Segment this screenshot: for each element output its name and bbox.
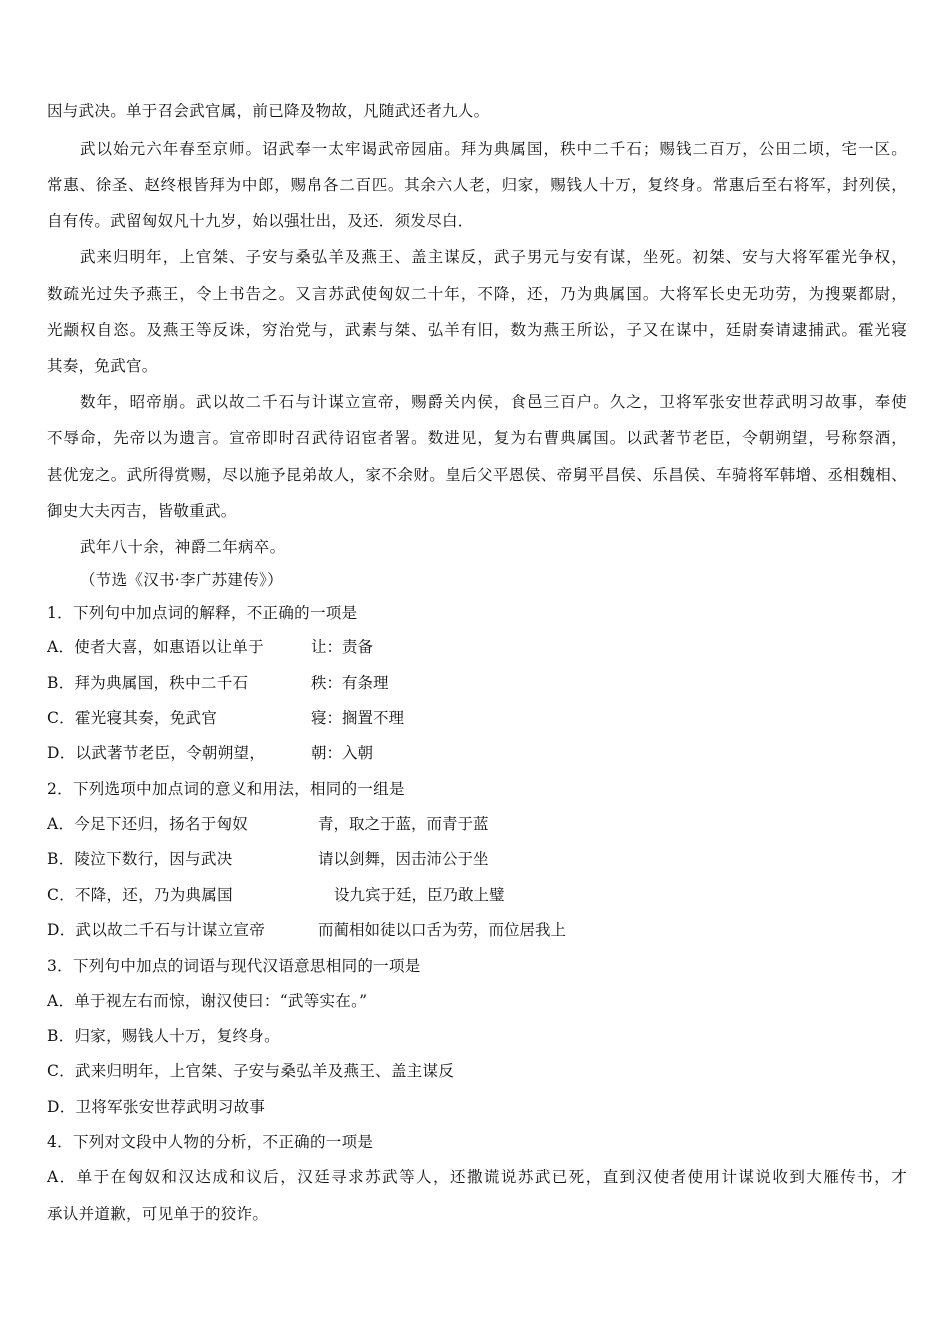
passage-line: 数年，昭帝崩。武以故二千石与计谋立宣帝，赐爵关内侯，食邑三百户。久之，卫将军张安世荐武明习故事，奉使 bbox=[80, 393, 907, 411]
question-3-stem: 3．下列句中加点的词语与现代汉语意思相同的一项是 bbox=[47, 957, 421, 975]
passage-line: 光颛权自恣。及燕王等反诛，穷治党与，武素与桀、弘羊有旧，数为燕王所讼，子又在谋中，廷尉奏请逮捕武。霍光寝 bbox=[47, 321, 907, 339]
q2-option-c-compare: 设九宾于廷，臣乃敢上璧 bbox=[334, 886, 505, 904]
q3-option-b: B．归家，赐钱人十万，复终身。 bbox=[47, 1027, 280, 1045]
passage-line: 数疏光过失予燕王，令上书告之。又言苏武使匈奴二十年，不降，还，乃为典属国。大将军长史无功劳，为搜粟都尉， bbox=[47, 285, 907, 303]
q4-option-a-continued: 承认并道歉，可见单于的狡诈。 bbox=[47, 1205, 269, 1223]
q1-option-a-explanation: 让：责备 bbox=[311, 638, 374, 656]
passage-line: 常惠、徐圣、赵终根皆拜为中郎，赐帛各二百匹。其余六人老，归家，赐钱人十万，复终身。常惠后至右将军，封列侯， bbox=[47, 176, 907, 194]
q3-option-a: A．单于视左右而惊，谢汉使曰：“武等实在。” bbox=[47, 992, 368, 1010]
q2-option-a: A．今足下还归，扬名于匈奴 bbox=[47, 815, 249, 833]
question-4-stem: 4．下列对文段中人物的分析，不正确的一项是 bbox=[47, 1133, 374, 1151]
q1-option-c: C．霍光寝其奏，免武官 bbox=[47, 709, 218, 727]
passage-line: 因与武决。单于召会武官属，前已降及物故，凡随武还者九人。 bbox=[47, 102, 490, 120]
passage-line: 武年八十余，神爵二年病卒。 bbox=[80, 538, 286, 556]
question-1-stem: 1．下列句中加点词的解释，不正确的一项是 bbox=[47, 604, 358, 622]
passage-line: 御史大夫丙吉，皆敬重武。 bbox=[47, 502, 237, 520]
question-2-stem: 2．下列选项中加点词的意义和用法，相同的一组是 bbox=[47, 780, 405, 798]
q2-option-b-compare: 请以剑舞，因击沛公于坐 bbox=[318, 850, 489, 868]
passage-line: 自有传。武留匈奴凡十九岁，始以强壮出，及还．须发尽白． bbox=[47, 212, 474, 230]
passage-line: 不辱命，先帝以为遗言。宣帝即时召武待诏宦者署。数进见，复为右曹典属国。以武著节老臣，令朝朔望，号称祭酒， bbox=[47, 429, 907, 447]
q4-option-a: A．单于在匈奴和汉达成和议后，汉廷寻求苏武等人，还撒谎说苏武已死，直到汉使者使用计谋说收到大雁传书，才 bbox=[47, 1168, 907, 1186]
q1-option-d: D．以武著节老臣，令朝朔望， bbox=[47, 744, 266, 762]
q2-option-d: D．武以故二千石与计谋立宣帝 bbox=[47, 921, 266, 939]
passage-line: 武来归明年，上官桀、子安与桑弘羊及燕王、盖主谋反，武子男元与安有谋，坐死。初桀、安与大将军霍光争权， bbox=[80, 248, 907, 266]
q2-option-c: C．不降，还，乃为典属国 bbox=[47, 886, 233, 904]
q1-option-a: A．使者大喜，如惠语以让单于 bbox=[47, 638, 264, 656]
passage-source: （节选《汉书·李广苏建传》） bbox=[80, 571, 283, 589]
q1-option-c-explanation: 寝：搁置不理 bbox=[311, 709, 405, 727]
passage-line: 其奏，免武官。 bbox=[47, 357, 158, 375]
q3-option-c: C．武来归明年，上官桀、子安与桑弘羊及燕王、盖主谋反 bbox=[47, 1062, 455, 1080]
passage-line: 甚优宠之。武所得赏赐，尽以施予昆弟故人，家不余财。皇后父平恩侯、帝舅平昌侯、乐昌侯、车骑将军韩增、丞相魏相、 bbox=[47, 466, 907, 484]
q1-option-d-explanation: 朝：入朝 bbox=[311, 744, 374, 762]
passage-line: 武以始元六年春至京师。诏武奉一太牢谒武帝园庙。拜为典属国，秩中二千石；赐钱二百万，公田二顷，宅一区。 bbox=[80, 140, 907, 158]
q2-option-a-compare: 青，取之于蓝，而青于蓝 bbox=[318, 815, 489, 833]
q2-option-b: B．陵泣下数行，因与武决 bbox=[47, 850, 233, 868]
q1-option-b-explanation: 秩：有条理 bbox=[311, 674, 389, 692]
q1-option-b: B．拜为典属国，秩中二千石 bbox=[47, 674, 249, 692]
q3-option-d: D．卫将军张安世荐武明习故事 bbox=[47, 1098, 266, 1116]
q2-option-d-compare: 而蔺相如徒以口舌为劳，而位居我上 bbox=[318, 921, 567, 939]
